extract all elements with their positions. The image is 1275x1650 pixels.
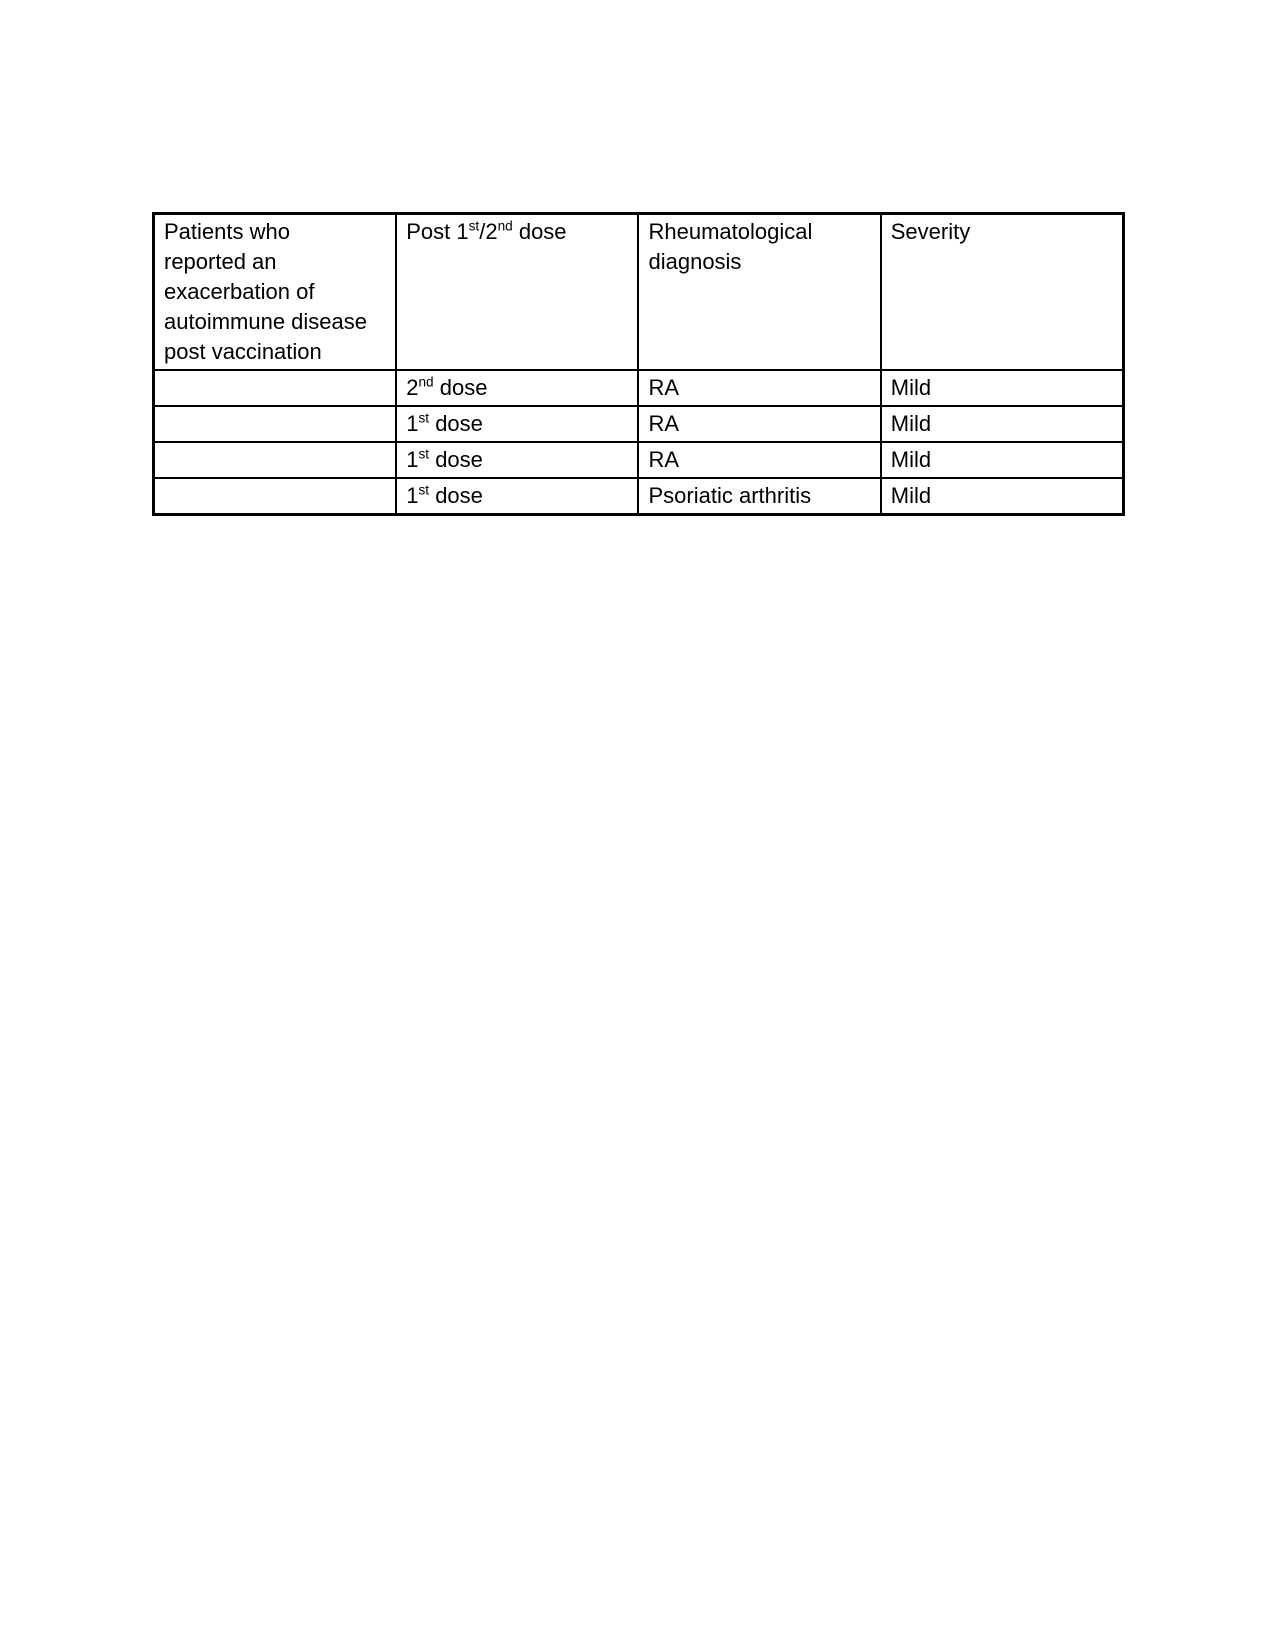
cell-patient [154, 406, 397, 442]
dose-number: 1 [406, 483, 419, 508]
header-patients-line-5: post vaccination [164, 339, 322, 364]
cell-diagnosis: RA [638, 370, 880, 406]
dose-ordinal-superscript: st [418, 446, 430, 462]
dose-number: 2 [406, 375, 419, 400]
cell-severity: Mild [881, 478, 1124, 515]
header-cell-patients [154, 214, 397, 371]
header-dose-text: Post 1 [406, 219, 469, 244]
dose-word: dose [429, 411, 483, 436]
cell-dose [396, 370, 638, 406]
cell-severity: Mild [881, 442, 1124, 478]
table-row [154, 406, 1124, 442]
header-dose-superscript-st: st [468, 218, 480, 234]
cell-severity: Mild [881, 370, 1124, 406]
dose-number: 1 [406, 447, 419, 472]
dose-ordinal-superscript: st [418, 482, 430, 498]
header-dose-text: /2 [479, 219, 498, 244]
table-row [154, 478, 1124, 515]
header-cell-dose [396, 214, 638, 371]
cell-dose [396, 478, 638, 515]
cell-diagnosis: RA [638, 406, 880, 442]
cell-diagnosis: RA [638, 442, 880, 478]
cell-patient [154, 370, 397, 406]
cell-dose [396, 406, 638, 442]
cell-patient [154, 478, 397, 515]
cell-patient [154, 442, 397, 478]
dose-ordinal-superscript: nd [418, 374, 434, 390]
cell-dose [396, 442, 638, 478]
dose-number: 1 [406, 411, 419, 436]
exacerbation-table-body [154, 214, 1124, 515]
header-patients-line-4: autoimmune disease [164, 309, 368, 334]
header-dose-superscript-nd: nd [497, 218, 513, 234]
table-row [154, 370, 1124, 406]
header-patients-line-2: reported an [164, 249, 277, 274]
header-patients-line-1: Patients who [164, 219, 290, 244]
dose-ordinal-superscript: st [418, 410, 430, 426]
dose-word: dose [433, 375, 488, 400]
header-patients-line-3: exacerbation of [164, 279, 315, 304]
table-row [154, 442, 1124, 478]
header-dose-text: dose [512, 219, 567, 244]
header-cell-severity: Severity [881, 214, 1124, 371]
exacerbation-table [152, 212, 1125, 516]
cell-diagnosis: Psoriatic arthritis [638, 478, 880, 515]
table-header-row [154, 214, 1124, 371]
header-cell-diagnosis: Rheumatological diagnosis [638, 214, 880, 371]
cell-severity: Mild [881, 406, 1124, 442]
dose-word: dose [429, 447, 483, 472]
dose-word: dose [429, 483, 483, 508]
